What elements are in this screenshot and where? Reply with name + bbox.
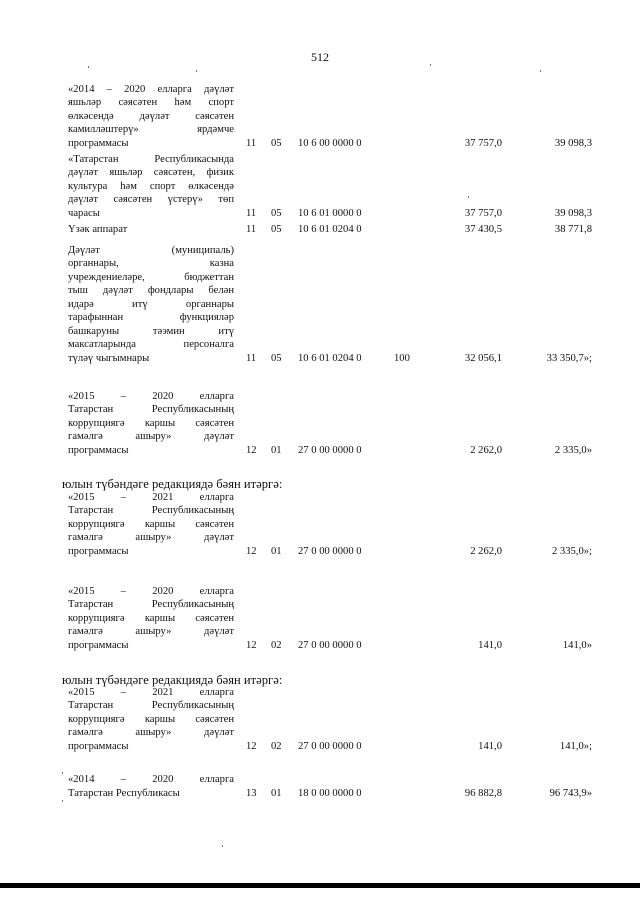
description-line: коррупциягә каршы сәясәтен: [68, 612, 234, 624]
subsection-code: 01: [271, 787, 282, 799]
scan-speck: [222, 845, 223, 847]
description-line: идарә итү органнары: [68, 298, 234, 310]
subsection-code: 05: [271, 352, 282, 364]
description-line: программасы: [68, 740, 129, 752]
description-line: программасы: [68, 137, 129, 149]
amount-first-year: 37 430,5: [464, 223, 502, 235]
amount-first-year: 2 262,0: [470, 444, 502, 456]
section-code: 11: [246, 223, 257, 235]
description-line: учреждениеләре, бюджеттан: [68, 271, 234, 283]
description-line: яшьләр сәясәтен һәм спорт: [68, 97, 234, 108]
row-description: [68, 83, 234, 151]
row-description: [68, 686, 234, 754]
description-line: «2014 – 2020 елларга: [68, 774, 234, 785]
subsection-code: 05: [271, 137, 282, 149]
target-article-code: 27 0 00 0000 0: [298, 740, 362, 752]
description-line: «2014 – 2020 елларга дәүләт: [68, 83, 234, 95]
description-line: коррупциягә каршы сәясәтен: [68, 518, 234, 530]
row-description: [68, 390, 234, 458]
table-row: [68, 83, 598, 151]
amount-first-year: 2 262,0: [470, 545, 502, 557]
subsection-code: 05: [271, 207, 282, 219]
table-row: [68, 244, 598, 366]
description-line: дәүләт яшьләр сәясәтен, физик: [68, 167, 234, 178]
row-description: [68, 223, 234, 237]
table-row: [68, 686, 598, 754]
scan-speck: [62, 800, 63, 802]
description-line: гамәлгә ашыру» дәүләт: [68, 532, 234, 543]
table-row: [68, 585, 598, 653]
section-code: 11: [246, 137, 257, 149]
description-line: культура һәм спорт өлкәсендә: [68, 180, 234, 192]
description-line: органнары, казна: [68, 258, 234, 269]
row-description: [68, 153, 234, 221]
target-article-code: 10 6 01 0204 0: [298, 352, 362, 364]
description-line: программасы: [68, 444, 129, 456]
target-article-code: 10 6 01 0000 0: [298, 207, 362, 219]
description-line: гамәлгә ашыру» дәүләт: [68, 431, 234, 442]
amount-first-year: 141,0: [478, 639, 502, 651]
description-line: Татарстан Республикасының: [68, 700, 234, 711]
scan-speck: [88, 66, 89, 68]
amount-second-year: 39 098,3: [554, 137, 592, 149]
section-code: 12: [246, 740, 257, 752]
table-row: [68, 223, 598, 237]
amount-second-year: 141,0»: [562, 639, 592, 651]
description-line: Үзәк аппарат: [68, 223, 128, 235]
row-description: [68, 585, 234, 653]
description-line: тыш дәүләт фондлары белән: [68, 285, 234, 296]
table-row: [68, 773, 598, 800]
description-line: Татарстан Республикасының: [68, 505, 234, 516]
description-line: «Татарстан Республикасында: [68, 153, 234, 165]
subsection-code: 02: [271, 740, 282, 752]
description-line: коррупциягә каршы сәясәтен: [68, 417, 234, 429]
amount-second-year: 96 743,9»: [549, 787, 592, 799]
subsection-code: 02: [271, 639, 282, 651]
description-line: түләү чыгымнары: [68, 352, 150, 364]
target-article-code: 10 6 00 0000 0: [298, 137, 362, 149]
row-description: [68, 244, 234, 366]
amount-first-year: 37 757,0: [464, 207, 502, 219]
description-line: камилләштерү» ярдәмче: [68, 124, 234, 135]
description-line: программасы: [68, 545, 129, 557]
edit-instruction: юлын түбәндәге редакциядә бәян итәргә:: [62, 673, 283, 687]
scan-speck: [468, 196, 469, 198]
section-code: 12: [246, 444, 257, 456]
description-line: чарасы: [68, 207, 100, 219]
subsection-code: 01: [271, 444, 282, 456]
scan-speck: [540, 70, 541, 72]
description-line: башкаруны тәэмин итү: [68, 325, 234, 337]
description-line: «2015 – 2021 елларга: [68, 686, 234, 698]
description-line: «2015 – 2020 елларга: [68, 390, 234, 402]
description-line: Татарстан Республикасының: [68, 404, 234, 415]
edit-instruction: юлын түбәндәге редакциядә бәян итәргә:: [62, 477, 283, 491]
description-line: өлкәсендә дәүләт сәясәтен: [68, 110, 234, 122]
amount-second-year: 39 098,3: [554, 207, 592, 219]
description-line: тарафыннан функцияләр: [68, 312, 234, 323]
description-line: Дәүләт (муниципаль): [68, 244, 234, 256]
amount-second-year: 33 350,7»;: [546, 352, 592, 364]
description-line: гамәлгә ашыру» дәүләт: [68, 727, 234, 738]
row-description: [68, 773, 234, 800]
target-article-code: 27 0 00 0000 0: [298, 545, 362, 557]
amount-second-year: 38 771,8: [554, 223, 592, 235]
description-line: Татарстан Республикасының: [68, 599, 234, 610]
amount-second-year: 141,0»;: [559, 740, 592, 752]
section-code: 12: [246, 639, 257, 651]
page-number: 512: [311, 50, 329, 64]
target-article-code: 10 6 01 0204 0: [298, 223, 362, 235]
section-code: 13: [246, 787, 257, 799]
section-code: 12: [246, 545, 257, 557]
scan-border: [0, 883, 640, 888]
row-description: [68, 491, 234, 559]
table-row: [68, 491, 598, 559]
amount-first-year: 32 056,1: [464, 352, 502, 364]
amount-first-year: 141,0: [478, 740, 502, 752]
section-code: 11: [246, 207, 257, 219]
description-line: программасы: [68, 639, 129, 651]
description-line: максатларында персоналга: [68, 339, 234, 350]
section-code: 11: [246, 352, 257, 364]
amount-second-year: 2 335,0»: [554, 444, 592, 456]
description-line: гамәлгә ашыру» дәүләт: [68, 626, 234, 637]
amount-second-year: 2 335,0»;: [551, 545, 592, 557]
scan-speck: [62, 772, 63, 774]
amount-first-year: 96 882,8: [464, 787, 502, 799]
subsection-code: 01: [271, 545, 282, 557]
target-article-code: 27 0 00 0000 0: [298, 639, 362, 651]
description-line: дәүләт сәясәтен үстерү» төп: [68, 194, 234, 205]
expense-type-code: 100: [394, 352, 410, 364]
scan-speck: [430, 64, 431, 66]
amount-first-year: 37 757,0: [464, 137, 502, 149]
description-line: Татарстан Республикасы: [68, 787, 180, 799]
description-line: «2015 – 2020 елларга: [68, 585, 234, 597]
description-line: «2015 – 2021 елларга: [68, 491, 234, 503]
table-row: [68, 390, 598, 458]
target-article-code: 27 0 00 0000 0: [298, 444, 362, 456]
scan-speck: [196, 70, 197, 72]
description-line: коррупциягә каршы сәясәтен: [68, 713, 234, 725]
target-article-code: 18 0 00 0000 0: [298, 787, 362, 799]
subsection-code: 05: [271, 223, 282, 235]
table-row: [68, 153, 598, 221]
